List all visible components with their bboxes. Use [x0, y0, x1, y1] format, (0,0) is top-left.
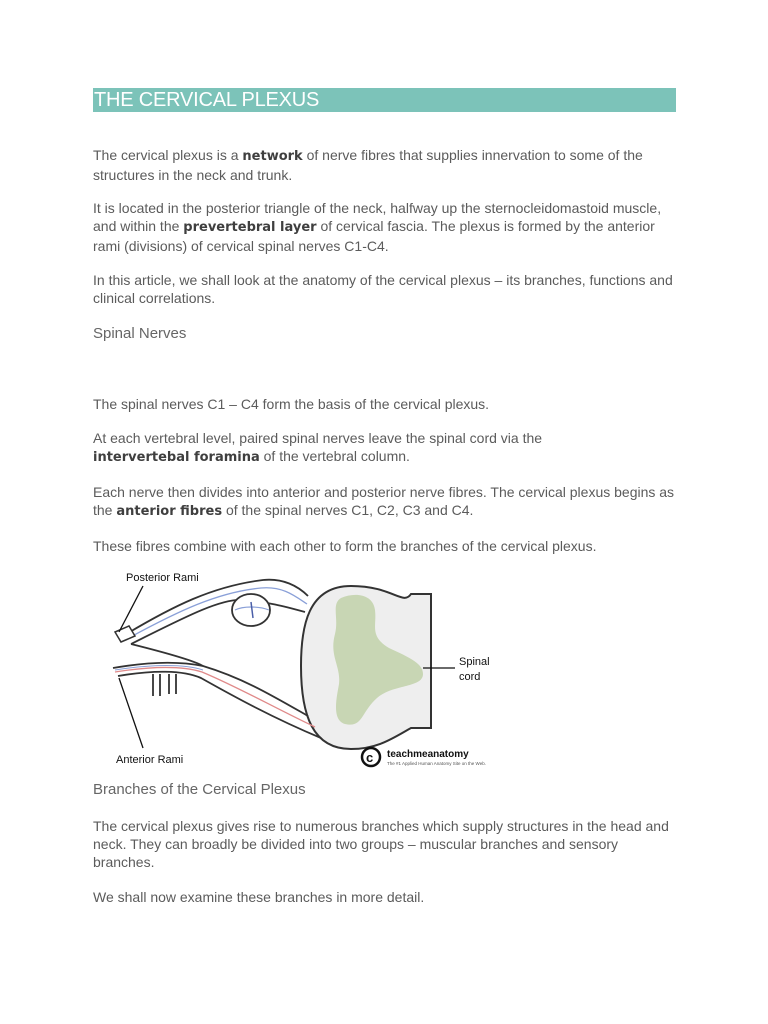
- label-posterior-rami: Posterior Rami: [126, 572, 199, 584]
- spinal-paragraph-2: At each vertebral level, paired spinal nerves leave the spinal cord via the intervertebal foramina of the vertebral column.: [93, 430, 543, 465]
- dorsal-root-ganglion: [232, 594, 270, 626]
- rami-communicantes: [153, 674, 176, 696]
- label-spinal-cord-1: Spinal: [459, 656, 490, 668]
- spinal-nerve-illustration: [93, 566, 513, 772]
- posterior-ramus: [115, 626, 135, 642]
- anterior-root-lower: [118, 672, 321, 738]
- intro-paragraph-1: The cervical plexus is a network of nerve fibres that supplies innervation to some of the structures in the neck and trunk.: [93, 147, 643, 183]
- label-anterior-rami: Anterior Rami: [116, 754, 184, 766]
- branches-paragraph-1: The cervical plexus gives rise to numerous branches which supply structures in the head and neck. They can broadly be divided into two groups – muscular branches and sensory branches.: [93, 818, 669, 870]
- section-heading-spinal-nerves: Spinal Nerves: [93, 325, 187, 342]
- posterior-root-lower: [131, 600, 305, 644]
- spinal-paragraph-1: The spinal nerves C1 – C4 form the basis of the cervical plexus.: [93, 396, 490, 412]
- intro-paragraph-2: It is located in the posterior triangle of the neck, halfway up the sternocleidomastoid muscle, and within the prevertebral layer of cervical fascia. The plexus is formed by the anterior rami (divisions) of cervical spinal nerves C1-C4.: [93, 200, 662, 254]
- title-bar: THE CERVICAL PLEXUS: [93, 88, 676, 112]
- spinal-paragraph-3: Each nerve then divides into anterior and posterior nerve fibres. The cervical plexus begins as the anterior fibres of the spinal nerves C1, C2, C3 and C4.: [93, 484, 675, 519]
- logo-text: teachmeanatomy: [387, 749, 469, 760]
- anterior-root-upper: [113, 663, 308, 716]
- spinal-nerve-diagram: [93, 566, 513, 772]
- section-heading-branches: Branches of the Cervical Plexus: [93, 781, 306, 798]
- copyright-logo: [362, 748, 486, 766]
- svg-text:c: c: [366, 750, 374, 765]
- branches-paragraph-2: We shall now examine these branches in more detail.: [93, 889, 425, 905]
- logo-tagline: The #1 Applied Human Anatomy Site on the Web.: [387, 761, 486, 766]
- spinal-paragraph-4: These fibres combine with each other to form the branches of the cervical plexus.: [93, 538, 597, 554]
- posterior-root-upper: [123, 580, 308, 636]
- intro-paragraph-3: In this article, we shall look at the anatomy of the cervical plexus – its branches, functions and clinical correlations.: [93, 272, 673, 306]
- label-spinal-cord-2: cord: [459, 671, 481, 683]
